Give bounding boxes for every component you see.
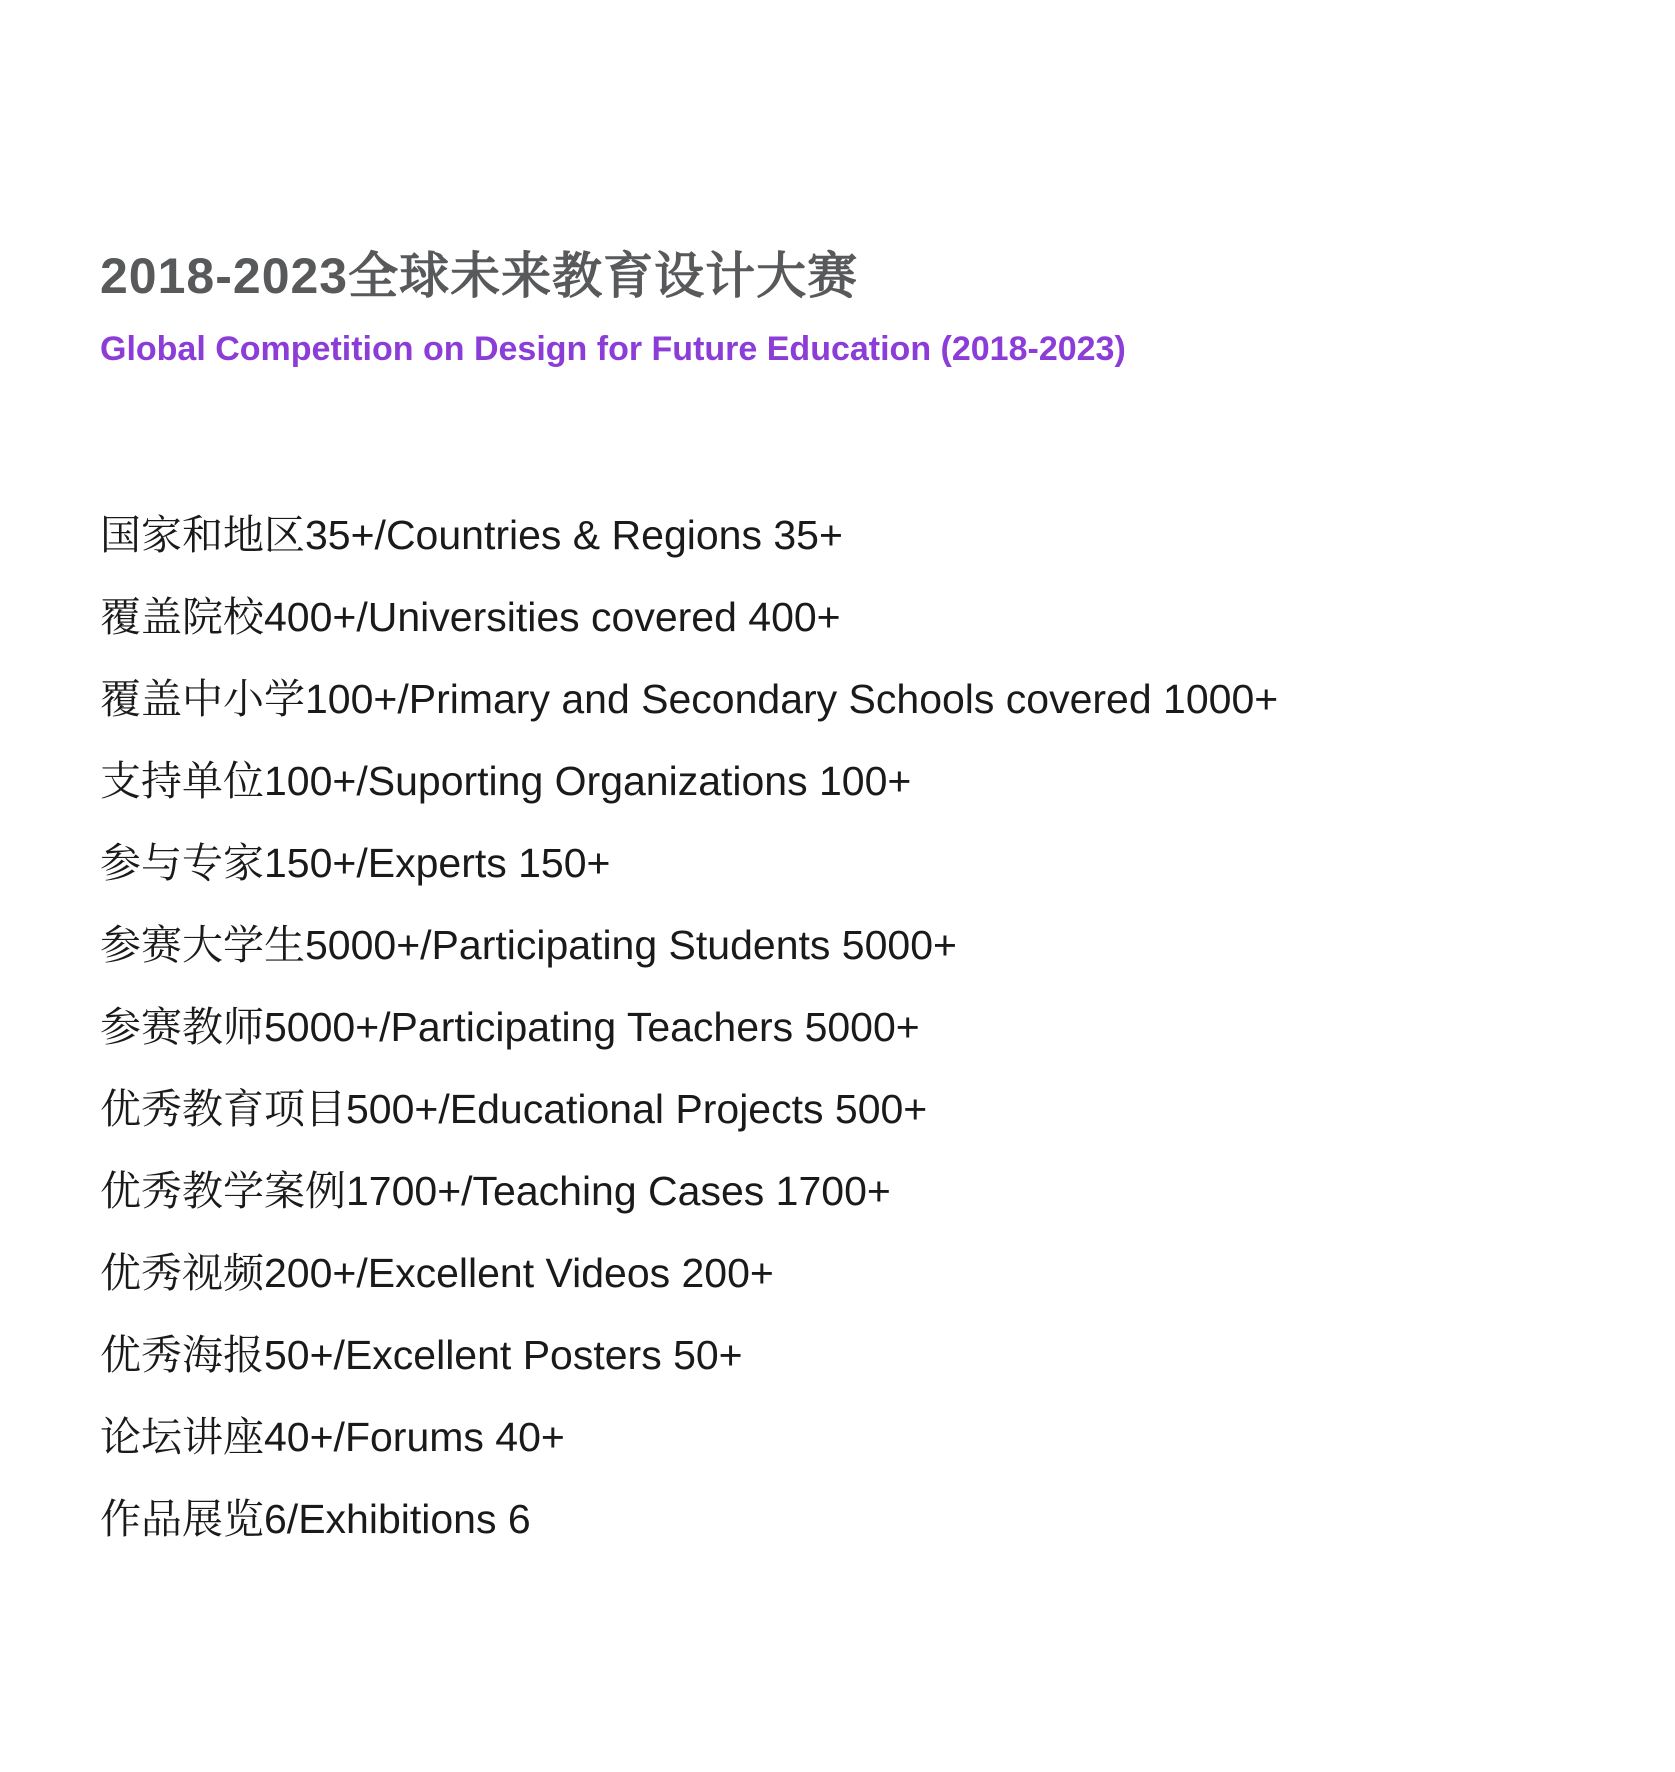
page-title: 2018-2023全球未来教育设计大赛 (100, 248, 859, 304)
stat-line-forums: 论坛讲座40+/Forums 40+ (100, 1414, 565, 1460)
stat-line-excellent-videos: 优秀视频200+/Excellent Videos 200+ (100, 1250, 774, 1296)
stat-line-excellent-posters: 优秀海报50+/Excellent Posters 50+ (100, 1332, 743, 1378)
page-subtitle: Global Competition on Design for Future Education (2018-2023) (100, 330, 1126, 368)
stat-line-universities-covered: 覆盖院校400+/Universities covered 400+ (100, 594, 841, 640)
stat-line-exhibitions: 作品展览6/Exhibitions 6 (100, 1496, 531, 1542)
stat-line-countries-regions: 国家和地区35+/Countries & Regions 35+ (100, 512, 843, 558)
header (100, 236, 1126, 369)
stat-line-teaching-cases: 优秀教学案例1700+/Teaching Cases 1700+ (100, 1168, 891, 1214)
stats-list (100, 494, 1278, 1560)
stat-line-educational-projects: 优秀教育项目500+/Educational Projects 500+ (100, 1086, 928, 1132)
stat-line-participating-students: 参赛大学生5000+/Participating Students 5000+ (100, 922, 957, 968)
stat-line-primary-secondary-schools: 覆盖中小学100+/Primary and Secondary Schools covered 1000+ (100, 676, 1279, 722)
stat-line-supporting-organizations: 支持单位100+/Suporting Organizations 100+ (100, 758, 912, 804)
stat-line-participating-teachers: 参赛教师5000+/Participating Teachers 5000+ (100, 1004, 920, 1050)
stat-line-experts: 参与专家150+/Experts 150+ (100, 840, 611, 886)
